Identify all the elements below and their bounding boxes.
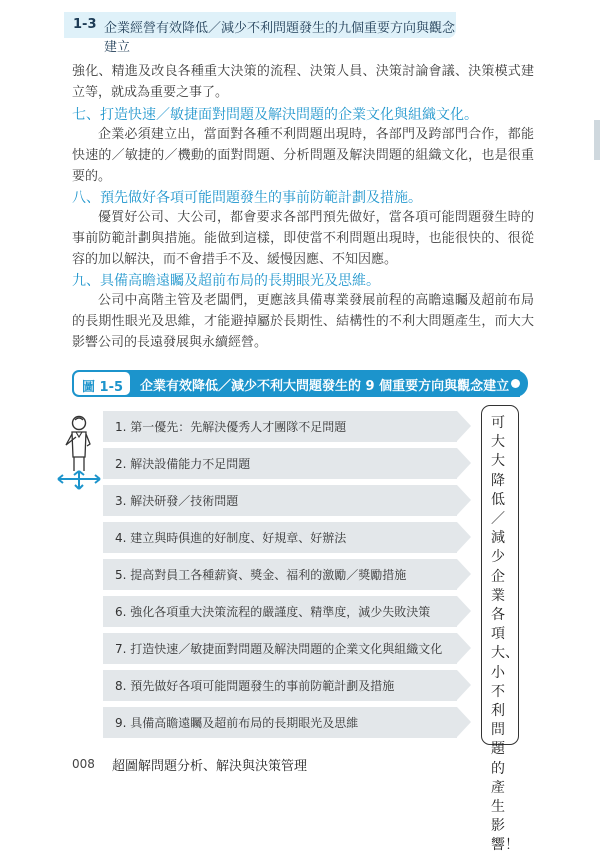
section-heading-9: 九、具備高瞻遠矚及超前布局的長期眼光及思維。 [72,273,380,289]
section-heading-8: 八、預先做好各項可能問題發生的事前防範計劃及措施。 [72,190,422,206]
section-title: 企業經營有效降低／減少不利問題發生的九個重要方向與觀念建立 [104,21,456,55]
figure-item-5 [103,559,471,590]
figure-item-1 [103,411,471,442]
book-title: 超圖解問題分析、解決與決策管理 [112,759,308,774]
section-number: 1-3 [73,17,97,32]
figure-item-2 [103,448,471,479]
section-body-9: 公司中高階主管及老闆們，更應該具備專業發展前程的高瞻遠矚及超前布局的長期性眼光及思維，才能避掉屬於長期性、結構性的不利大問題產生，而大大影響公司的長遠發展與永續經營。 [72,293,534,350]
figure-item-label: 5. 提高對員工各種薪資、獎金、福利的激勵／獎勵措施 [115,568,407,582]
intro-paragraph: 強化、精進及改良各種重大決策的流程、決策人員、決策討論會議、決策模式建立等，就成為重要之事了。 [72,64,534,100]
figure-title-bar [72,370,528,397]
figure-item-4 [103,522,471,553]
conclusion-text: 可大大降低／減少企業各項大、小不利問題的產生影響！ [491,415,519,854]
page-number: 008 [72,757,95,771]
section-body-7: 企業必須建立出，當面對各種不利問題出現時，各部門及跨部門合作，都能快速的／敏捷的／機動的面對問題、分析問題及解決問題的組織文化，也是很重要的。 [72,127,534,184]
section-body-8: 優質好公司、大公司，都會要求各部門預先做好，當各項可能問題發生時的事前防範計劃與措施。能做到這樣，即使當不利問題出現時，也能很快的、很從容的加以解決，而不會措手不及、緩慢因應、不知因應。 [72,210,534,267]
figure-item-7 [103,633,471,664]
conclusion-box [481,405,519,854]
section-heading-7: 七、打造快速／敏捷面對問題及解決問題的企業文化與組織文化。 [72,107,478,123]
figure-item-label: 1. 第一優先：先解決優秀人才團隊不足問題 [115,420,347,434]
figure-item-label: 4. 建立與時俱進的好制度、好規章、好辦法 [115,531,347,545]
figure-title: 企業有效降低／減少不利大問題發生的 9 個重要方向與觀念建立 [140,379,510,394]
thinking-person-icon [52,413,106,493]
figure-item-8 [103,670,471,701]
figure-item-label: 2. 解決設備能力不足問題 [115,457,251,471]
section-header [64,12,456,55]
figure-title-band [124,370,520,397]
figure-item-9 [103,707,471,738]
figure-item-label: 3. 解決研發／技術問題 [115,494,239,508]
bullet-dot-icon [511,379,520,388]
page-edge-tab [594,120,600,160]
figure-tag [72,370,132,397]
figure-tag-label: 圖 1-5 [82,380,124,395]
figure-item-label: 8. 預先做好各項可能問題發生的事前防範計劃及措施 [115,679,395,693]
figure-item-label: 9. 具備高瞻遠矚及超前布局的長期眼光及思維 [115,716,359,730]
figure-item-6 [103,596,471,627]
figure-item-label: 7. 打造快速／敏捷面對問題及解決問題的企業文化與組織文化 [115,642,443,656]
figure-item-label: 6. 強化各項重大決策流程的嚴謹度、精準度，減少失敗決策 [115,605,431,619]
figure-item-3 [103,485,471,516]
